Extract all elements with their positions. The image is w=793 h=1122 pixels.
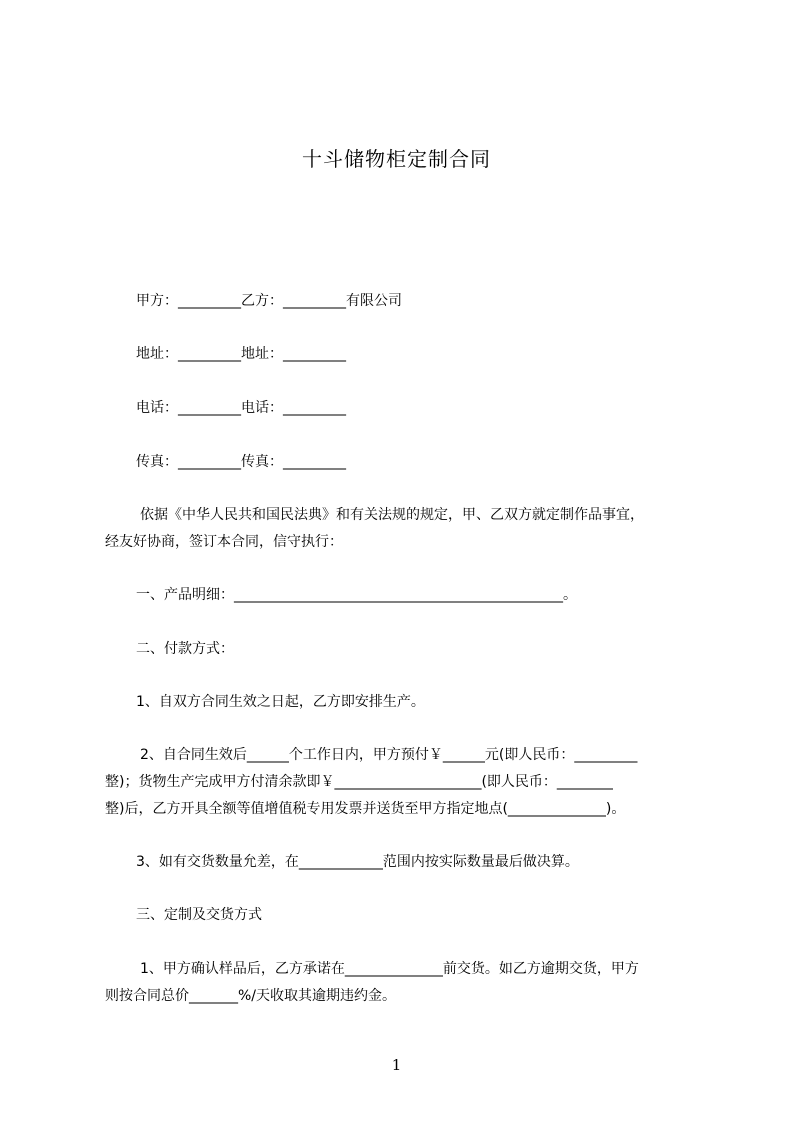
clause-2-2-line-2: 整)；货物生产完成甲方付清余款即￥_____________________(即人民币：________ bbox=[105, 774, 613, 790]
address-line: 地址：_________地址：_________ bbox=[136, 346, 346, 362]
fax-line: 传真：_________传真：_________ bbox=[136, 454, 346, 470]
party-names-line: 甲方：_________乙方：_________有限公司 bbox=[136, 293, 402, 309]
clause-2-1: 1、自双方合同生效之日起，乙方即安排生产。 bbox=[136, 694, 425, 710]
preamble-line-2: 经友好协商，签订本合同，信守执行： bbox=[105, 534, 343, 550]
page-number: 1 bbox=[391, 1056, 402, 1074]
clause-2-2-line-1: 2、自合同生效后______个工作日内，甲方预付￥______元(即人民币：_________ bbox=[140, 747, 638, 763]
preamble-line-1: 依据《中华人民共和国民法典》和有关法规的规定，甲、乙双方就定制作品事宜， bbox=[140, 507, 644, 523]
clause-2-3: 3、如有交货数量允差，在____________范围内按实际数量最后做决算。 bbox=[136, 854, 579, 870]
phone-line: 电话：_________电话：_________ bbox=[136, 400, 346, 416]
section-2-heading: 二、付款方式： bbox=[136, 641, 234, 657]
contract-title: 十斗储物柜定制合同 bbox=[302, 147, 491, 171]
clause-3-1-line-1: 1、甲方确认样品后，乙方承诺在______________前交货。如乙方逾期交货，甲方 bbox=[140, 961, 639, 977]
clause-2-2-line-3: 整)后，乙方开具全额等值增值税专用发票并送货至甲方指定地点(______________)。 bbox=[105, 801, 626, 817]
section-3-heading: 三、定制及交货方式 bbox=[136, 907, 262, 923]
clause-3-1-line-2: 则按合同总价_______%/天收取其逾期违约金。 bbox=[105, 988, 397, 1004]
section-1-product-details: 一、产品明细：_______________________________________________。 bbox=[136, 587, 577, 603]
